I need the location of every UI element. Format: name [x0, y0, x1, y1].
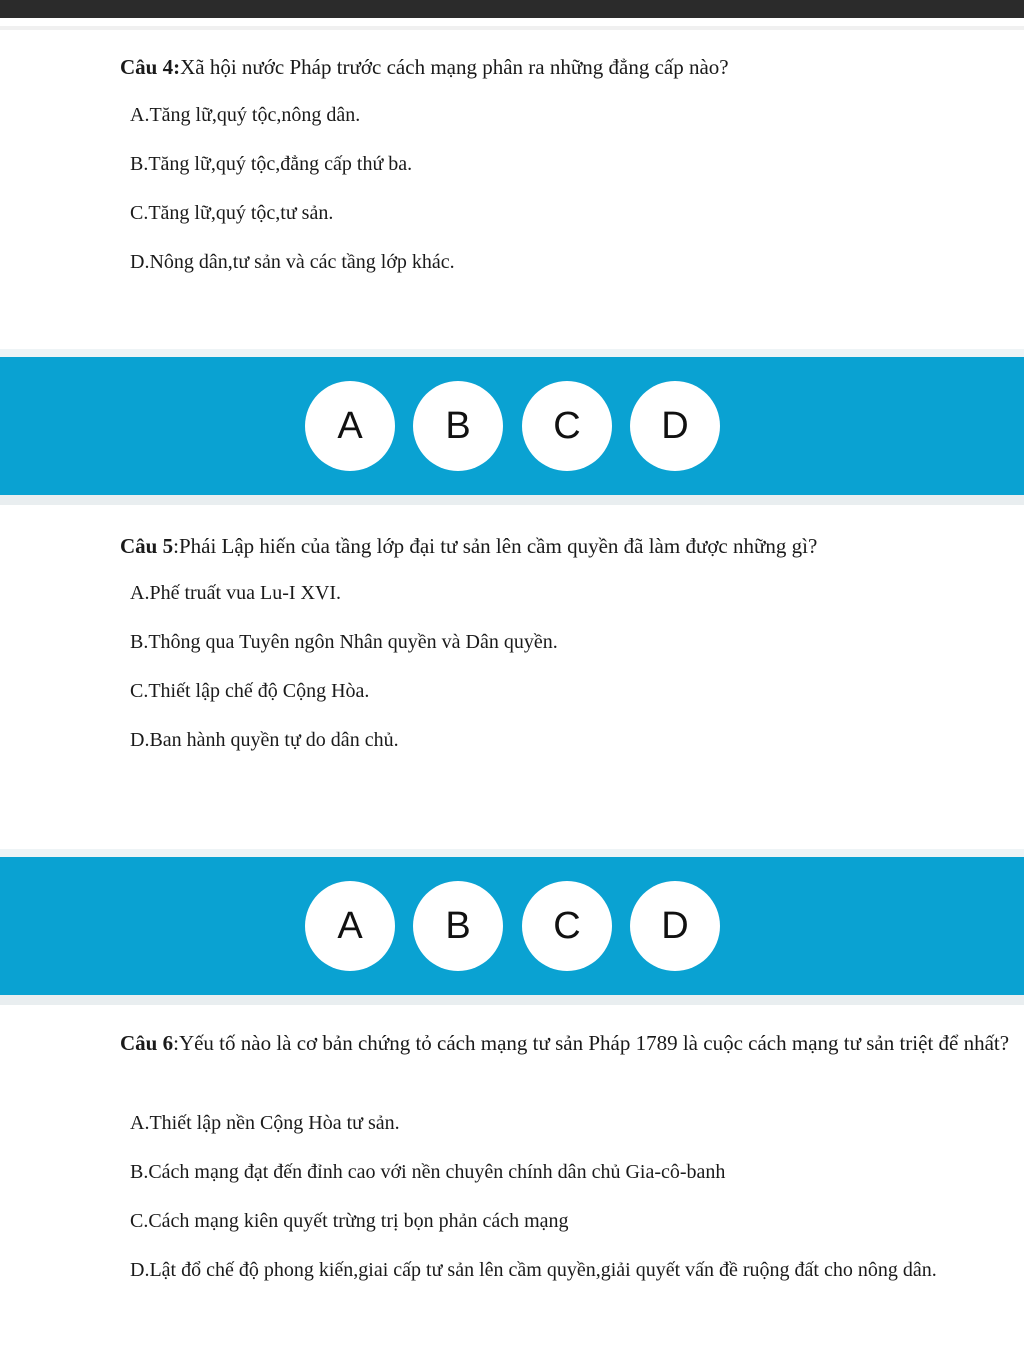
choice-b-button[interactable]: B: [413, 881, 503, 971]
choice-a-button[interactable]: A: [305, 381, 395, 471]
option-a: A.Thiết lập nền Cộng Hòa tư sản.: [130, 1112, 400, 1134]
choice-d-button[interactable]: D: [630, 881, 720, 971]
option-a: A.Phế truất vua Lu-I XVI.: [130, 582, 342, 604]
option-b: B.Cách mạng đạt đến đỉnh cao với nền chuyên chính dân chủ Gia-cô-banh: [130, 1161, 726, 1183]
option-c: C.Thiết lập chế độ Cộng Hòa.: [130, 680, 370, 702]
option-c: C.Tăng lữ,quý tộc,tư sản.: [130, 202, 334, 224]
question-title: Câu 4:Xã hội nước Pháp trước cách mạng phân ra những đẳng cấp nào?: [120, 55, 729, 79]
option-d: D.Nông dân,tư sản và các tầng lớp khác.: [130, 251, 455, 273]
choice-c-button[interactable]: C: [522, 881, 612, 971]
question-title: Câu 5:Phái Lập hiến của tầng lớp đại tư sản lên cầm quyền đã làm được những gì?: [120, 534, 818, 558]
answer-bar-q5: [0, 857, 1024, 995]
option-b: B.Thông qua Tuyên ngôn Nhân quyền và Dân quyền.: [130, 631, 558, 653]
question-title: Câu 6:Yếu tố nào là cơ bản chứng tỏ cách mạng tư sản Pháp 1789 là cuộc cách mạng tư sản triệt để nhất?: [120, 1031, 1010, 1055]
option-a: A.Tăng lữ,quý tộc,nông dân.: [130, 104, 361, 126]
choice-d-button[interactable]: D: [630, 381, 720, 471]
choice-a-button[interactable]: A: [305, 881, 395, 971]
option-b: B.Tăng lữ,quý tộc,đẳng cấp thứ ba.: [130, 153, 413, 175]
answer-bar-q4: [0, 357, 1024, 495]
option-c: C.Cách mạng kiên quyết trừng trị bọn phản cách mạng: [130, 1210, 569, 1232]
divider: [0, 26, 1024, 30]
choice-c-button[interactable]: C: [522, 381, 612, 471]
top-status-bar: [0, 0, 1024, 18]
option-d: D.Lật đổ chế độ phong kiến,giai cấp tư sản lên cầm quyền,giải quyết vấn đề ruộng đất cho nông dân.: [130, 1259, 937, 1281]
choice-b-button[interactable]: B: [413, 381, 503, 471]
option-d: D.Ban hành quyền tự do dân chủ.: [130, 729, 399, 751]
